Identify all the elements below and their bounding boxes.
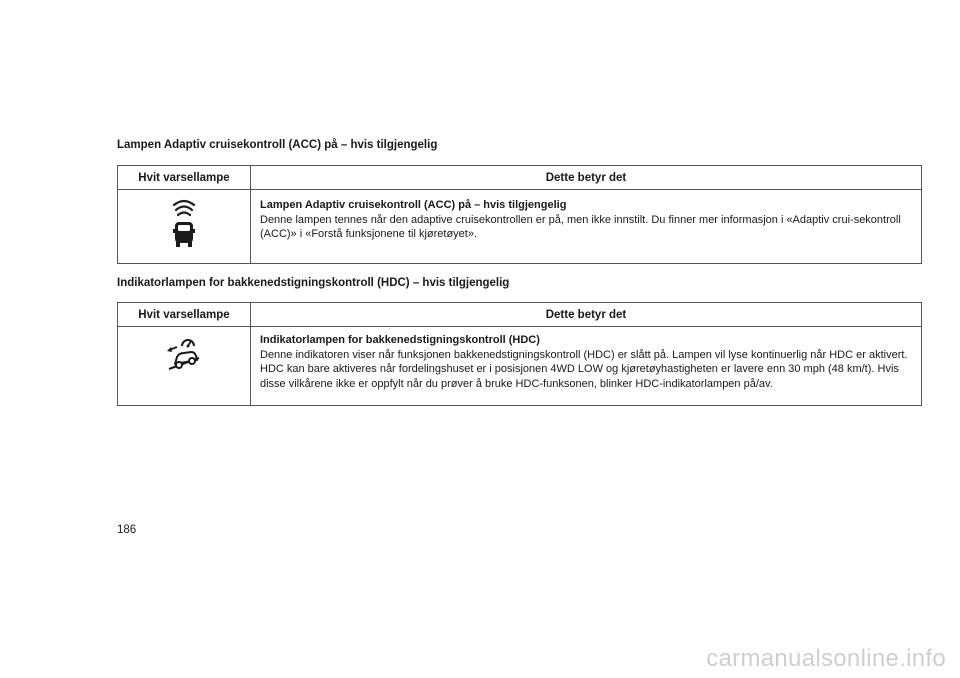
- watermark: carmanualsonline.info: [706, 645, 946, 672]
- column-header-meaning: Dette betyr det: [251, 166, 922, 190]
- column-header-lamp: Hvit varsellampe: [118, 166, 251, 190]
- row-body: Denne lampen tennes når den adaptive cruisekontrollen er på, men ikke innstilt. Du finner mer informasjon i «Adaptiv crui-sekontroll (ACC)» i «Forstå funksjonene til kjøretøyet».: [260, 213, 901, 240]
- table-header-row: [118, 303, 922, 327]
- section-heading-hdc: Indikatorlampen for bakkenedstigningskontroll (HDC) – hvis tilgjengelig: [117, 277, 510, 289]
- description-cell: [251, 327, 922, 406]
- row-title: Indikatorlampen for bakkenedstigningskontroll (HDC): [260, 334, 540, 346]
- adaptive-cruise-control-icon: [169, 198, 199, 255]
- table-row: [118, 327, 922, 406]
- description-cell: [251, 190, 922, 264]
- table-row: [118, 190, 922, 264]
- row-title: Lampen Adaptiv cruisekontroll (ACC) på – hvis tilgjengelig: [260, 199, 567, 211]
- warning-lamp-table-acc: [117, 165, 922, 264]
- section-heading-acc: Lampen Adaptiv cruisekontroll (ACC) på – hvis tilgjengelig: [117, 139, 438, 151]
- column-header-lamp: Hvit varsellampe: [118, 303, 251, 327]
- warning-lamp-table-hdc: [117, 302, 922, 406]
- column-header-meaning: Dette betyr det: [251, 303, 922, 327]
- table-header-row: [118, 166, 922, 190]
- row-body: Denne indikatoren viser når funksjonen bakkenedstigningskontroll (HDC) er slått på. Lampen vil lyse kontinuerlig når HDC er aktivert. HDC kan bare aktiveres når fordelingshuset er i posisjonen 4WD LOW og kjøretøyhastigheten er lavere enn 30 mph (48 km/t). Hvis disse vilkårene ikke er oppfylt når du prøver å bruke HDC-funksonen, blinker HDC-indikatorlampen på/av.: [260, 348, 908, 390]
- lamp-cell: [118, 327, 251, 406]
- lamp-cell: [118, 190, 251, 264]
- page-number: 186: [117, 524, 137, 536]
- hill-descent-control-icon: [165, 336, 203, 377]
